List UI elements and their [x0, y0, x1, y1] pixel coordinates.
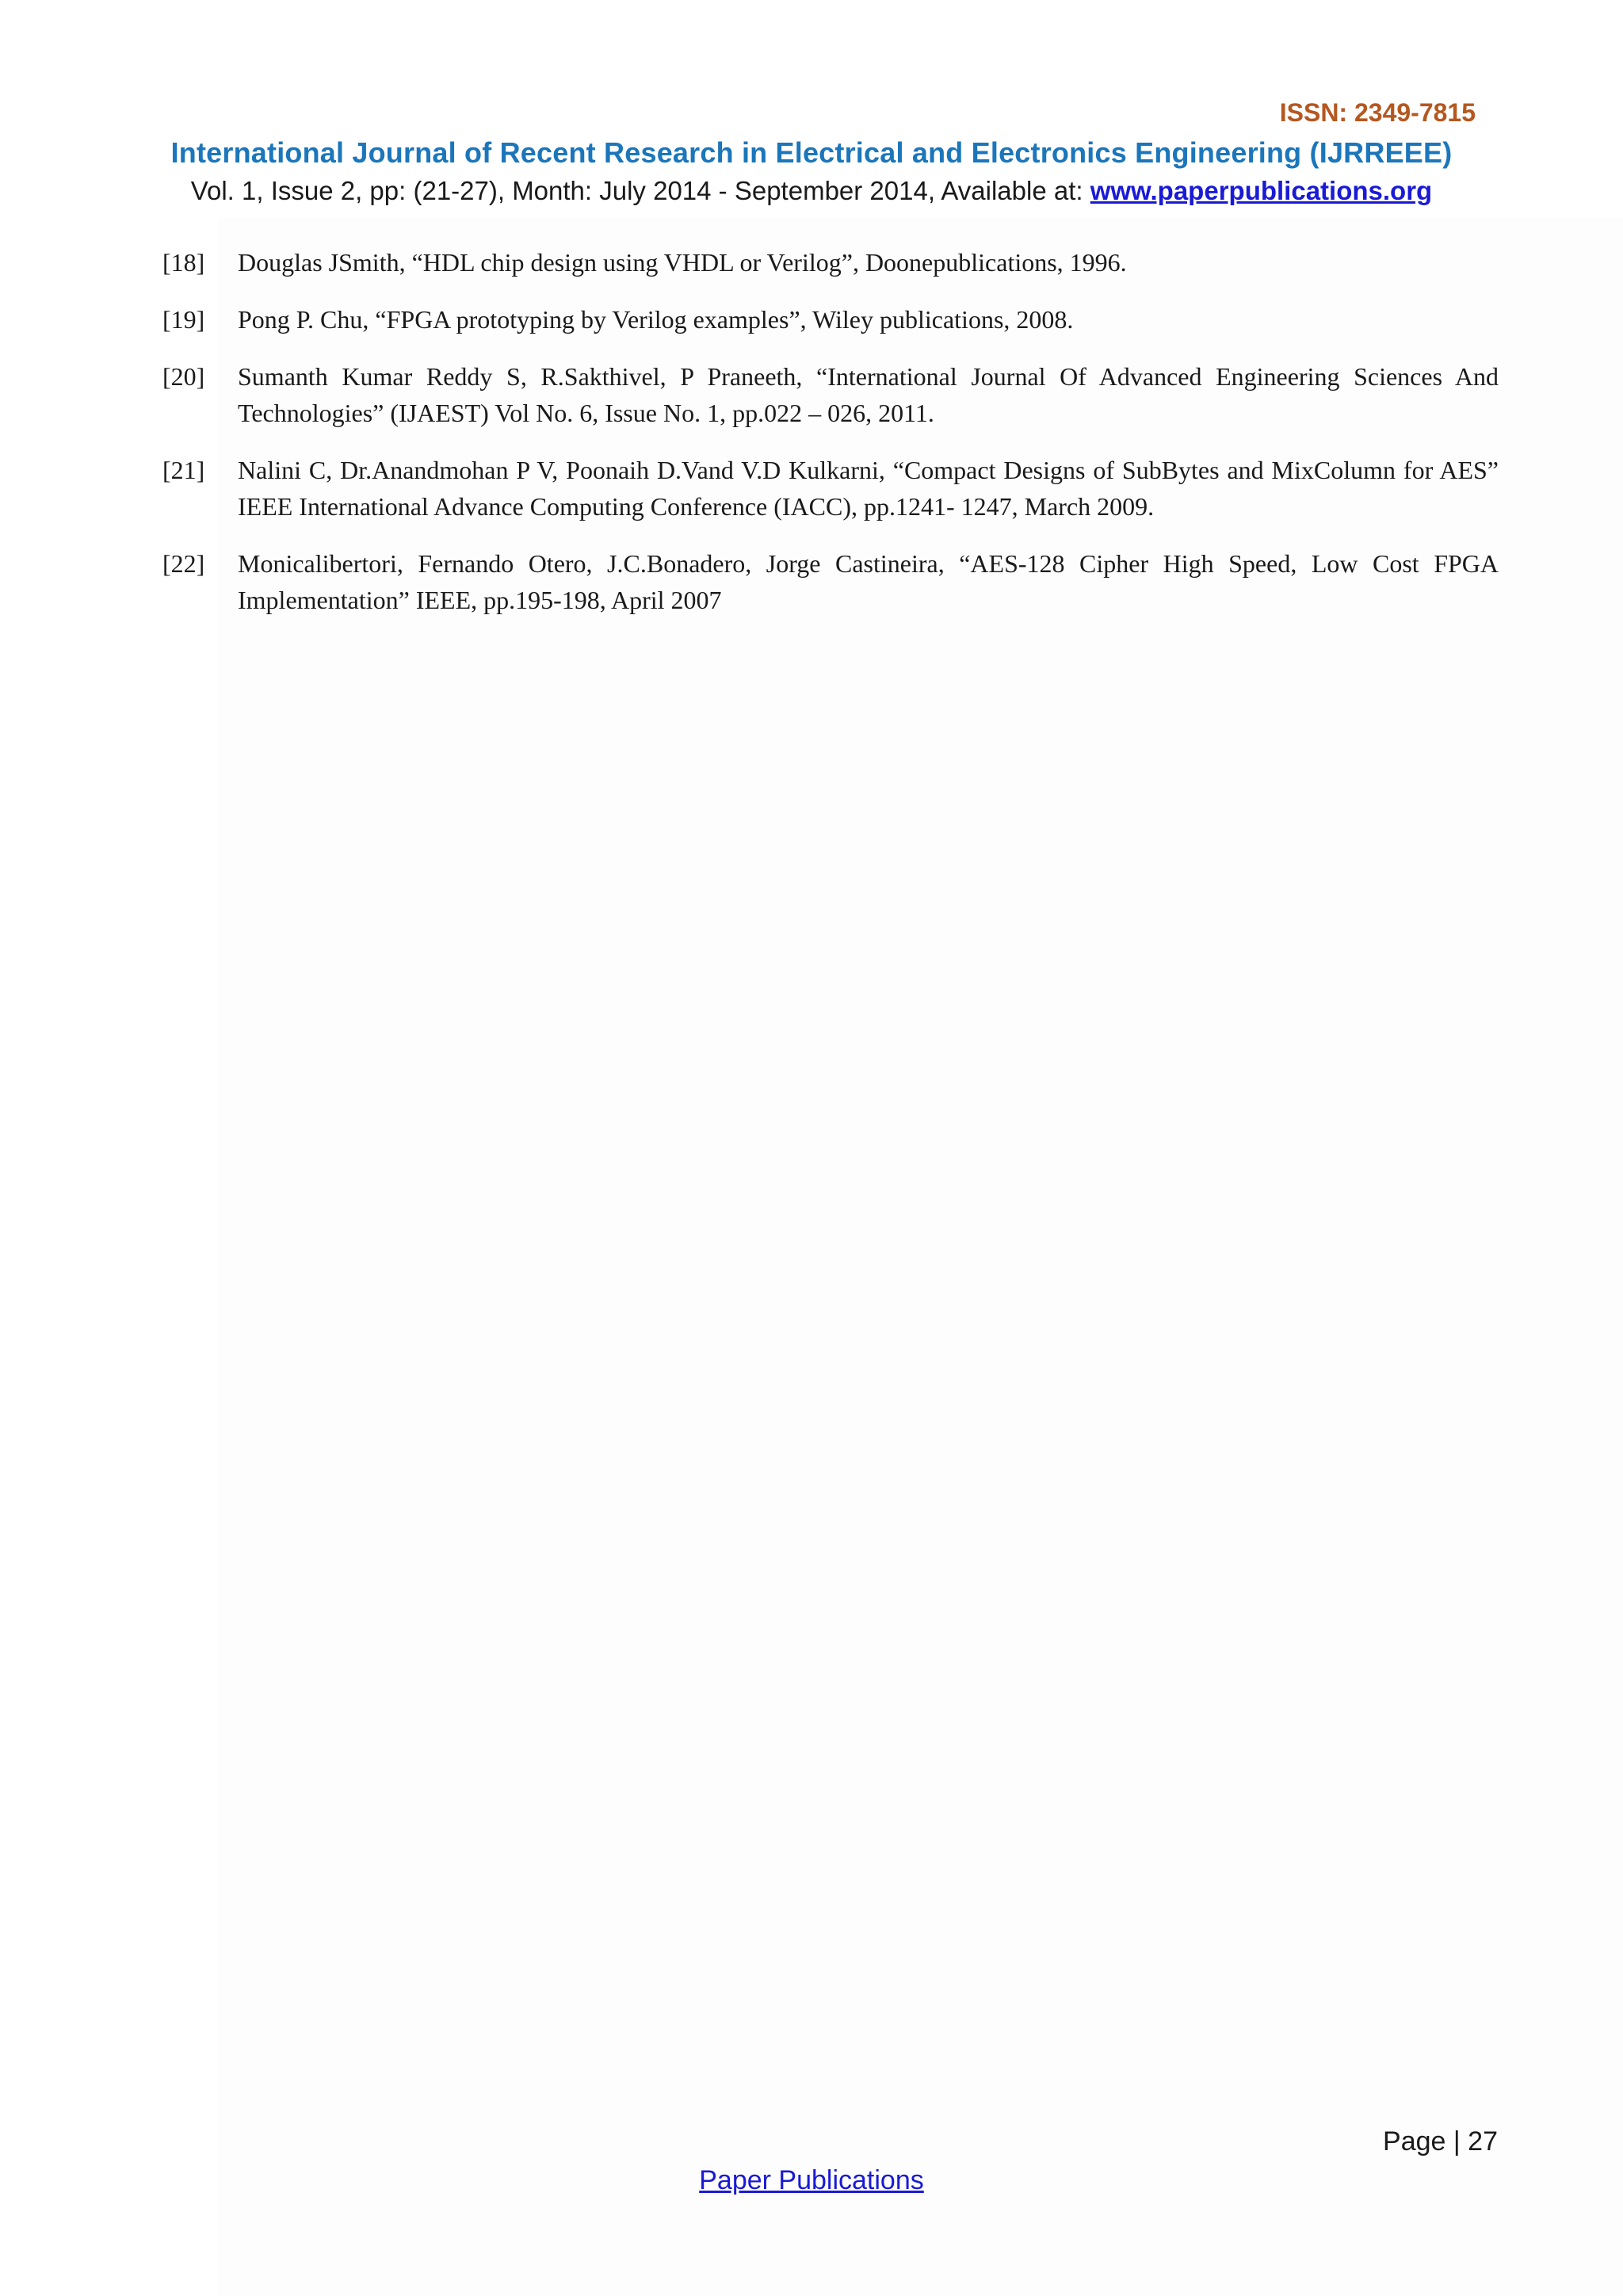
- journal-meta: [0, 176, 1623, 206]
- reference-item: [162, 452, 1499, 525]
- footer: [0, 2165, 1623, 2196]
- reference-text: Pong P. Chu, “FPGA prototyping by Verilog examples”, Wiley publications, 2008.: [238, 305, 1074, 334]
- journal-header: [0, 0, 1623, 218]
- reference-text: Nalini C, Dr.Anandmohan P V, Poonaih D.Vand V.D Kulkarni, “Compact Designs of SubBytes and MixColumn for AES” IEEE International Advance Computing Conference (IACC), pp.1241- 1247, March 2009.: [238, 456, 1499, 521]
- reference-list: [162, 244, 1499, 639]
- reference-number: [19]: [162, 305, 205, 334]
- reference-item: [162, 301, 1499, 338]
- reference-number: [21]: [162, 456, 205, 484]
- reference-item: [162, 244, 1499, 281]
- reference-item: [162, 358, 1499, 431]
- reference-number: [22]: [162, 549, 205, 578]
- reference-number: [20]: [162, 362, 205, 391]
- publisher-link[interactable]: Paper Publications: [699, 2165, 924, 2195]
- page-number: Page | 27: [1383, 2126, 1498, 2157]
- issn-label: ISSN: 2349-7815: [1279, 98, 1476, 127]
- reference-text: Sumanth Kumar Reddy S, R.Sakthivel, P Praneeth, “International Journal Of Advanced Engineering Sciences And Technologies” (IJAEST) Vol No. 6, Issue No. 1, pp.022 – 026, 2011.: [238, 362, 1499, 427]
- journal-meta-text: Vol. 1, Issue 2, pp: (21-27), Month: July 2014 - September 2014, Available at:: [190, 176, 1090, 205]
- journal-title: International Journal of Recent Research in Electrical and Electronics Engineering (IJRREEE): [170, 136, 1453, 169]
- reference-number: [18]: [162, 248, 205, 277]
- reference-text: Monicalibertori, Fernando Otero, J.C.Bonadero, Jorge Castineira, “AES-128 Cipher High Speed, Low Cost FPGA Implementation” IEEE, pp.195-198, April 2007: [238, 549, 1499, 614]
- website-link[interactable]: www.paperpublications.org: [1090, 176, 1433, 205]
- reference-text: Douglas JSmith, “HDL chip design using VHDL or Verilog”, Doonepublications, 1996.: [238, 248, 1127, 277]
- reference-item: [162, 545, 1499, 618]
